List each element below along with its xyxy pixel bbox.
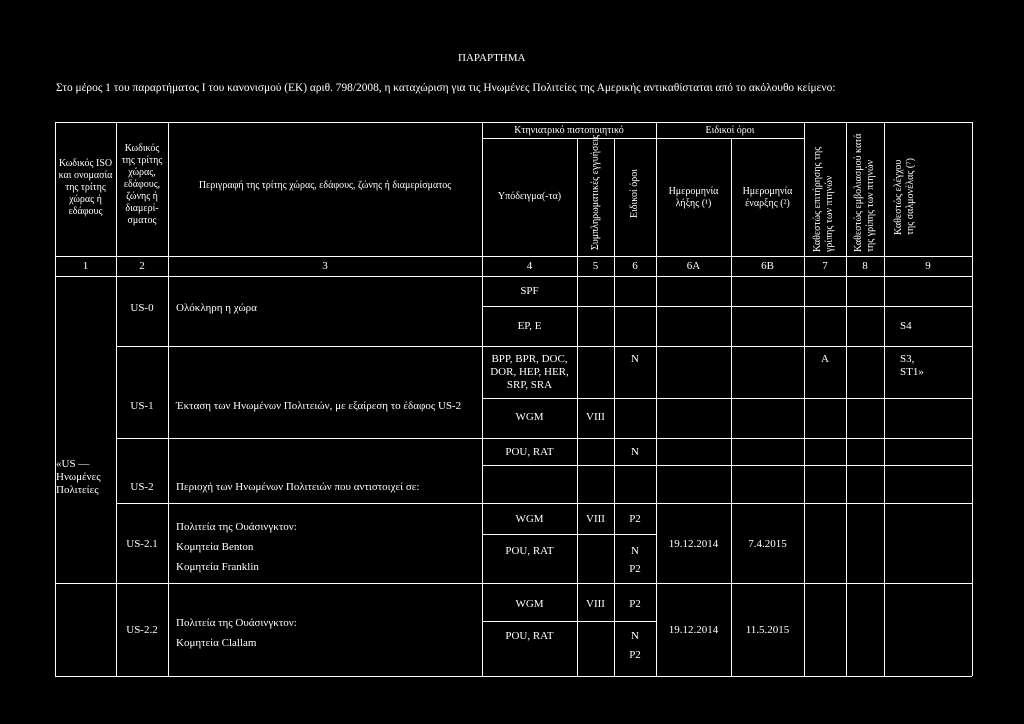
- header-specific-conditions: Ειδικοί όροι: [705, 125, 755, 136]
- guarantee-cell: VIII: [586, 411, 605, 423]
- salmonella-cell: S4: [900, 320, 912, 332]
- region-code: US-2: [130, 481, 154, 493]
- special-condition-cell: N: [631, 630, 639, 642]
- col-number: 5: [592, 260, 599, 272]
- guarantee-cell: VIII: [586, 513, 605, 525]
- model-cell: SPF: [520, 285, 539, 297]
- special-condition-cell: P2: [629, 649, 641, 661]
- region-description: Ολόκληρη η χώρα: [176, 302, 257, 314]
- col-number: 6B: [761, 260, 774, 272]
- special-condition-cell: P2: [629, 513, 641, 525]
- header-open-date: Ημερομηνία έναρξης (²): [742, 186, 793, 209]
- header-ai-surveillance: Καθεστώς επιτήρησης της γρίπης των πτηνών: [812, 146, 835, 252]
- special-condition-cell: N: [631, 353, 639, 365]
- col-number: 1: [82, 260, 89, 272]
- region-description: Πολιτεία της Ουάσινγκτον: Κομητεία Benton Κομητεία Franklin: [176, 521, 297, 573]
- country-name: «US — Ηνωμένες Πολιτείες: [56, 458, 101, 496]
- close-date-cell: 19.12.2014: [668, 538, 719, 550]
- salmonella-cell: S3, ST1»: [900, 353, 924, 378]
- col-number: 8: [862, 260, 868, 272]
- open-date-cell: 11.5.2015: [745, 624, 790, 636]
- model-cell: WGM: [515, 411, 544, 423]
- col-number: 2: [139, 260, 145, 272]
- model-cell: EP, E: [517, 320, 542, 332]
- header-iso: Κωδικός ISO και ονομασία της τρίτης χώρας ή εδάφους: [58, 158, 113, 217]
- col-number: 6: [632, 260, 638, 272]
- region-code: US-0: [130, 302, 154, 314]
- region-code: US-2.2: [126, 624, 158, 636]
- col-number: 6A: [686, 260, 701, 272]
- model-cell: WGM: [515, 598, 544, 610]
- special-condition-cell: N: [631, 446, 639, 458]
- model-cell: POU, RAT: [505, 446, 554, 458]
- header-vet-certificate: Κτηνιατρικό πιστοποιητικό: [514, 125, 624, 136]
- region-description: Περιοχή των Ηνωμένων Πολιτειών που αντιστοιχεί σε:: [176, 481, 420, 493]
- model-cell: POU, RAT: [505, 545, 554, 557]
- header-special-conditions: Ειδικοί όροι: [629, 169, 640, 218]
- header-models: Υπόδειγμα(-τα): [497, 191, 562, 202]
- ai-status-cell: A: [821, 353, 829, 365]
- col-number: 3: [322, 260, 328, 272]
- guarantee-cell: VIII: [586, 598, 605, 610]
- header-guarantees: Συμπληρωματικές εγγυήσεις: [590, 134, 601, 250]
- model-cell: POU, RAT: [505, 630, 554, 642]
- region-code: US-2.1: [126, 538, 158, 550]
- special-condition-cell: P2: [629, 598, 641, 610]
- region-description: Έκταση των Ηνωμένων Πολιτειών, με εξαίρεση το έδαφος US-2: [176, 400, 462, 412]
- page-heading: ΠΑΡΑΡΤΗΜΑ: [458, 52, 526, 64]
- special-condition-cell: P2: [629, 563, 641, 575]
- header-salmonella: Καθεστώς ελέγχου της σαλμονέλας (⁷): [893, 158, 916, 235]
- header-description: Περιγραφή της τρίτης χώρας, εδάφους, ζώνης ή διαμερίσματος: [198, 180, 452, 191]
- header-ai-vaccination: Καθεστώς εμβολιασμού κατά της γρίπης των πτηνών: [853, 133, 876, 252]
- special-condition-cell: N: [631, 545, 639, 557]
- open-date-cell: 7.4.2015: [748, 538, 787, 550]
- close-date-cell: 19.12.2014: [668, 624, 719, 636]
- header-close-date: Ημερομηνία λήξης (¹): [668, 186, 719, 209]
- model-cell: BPP, BPR, DOC, DOR, HEP, HER, SRP, SRA: [490, 353, 569, 391]
- intro-text: Στο μέρος 1 του παραρτήματος I του κανονισμού (ΕΚ) αριθ. 798/2008, η καταχώριση για τις Ηνωμένες Πολιτείες της Αμερικής αντικαθίσταται από το ακόλουθο κείμενο:: [56, 82, 836, 94]
- header-code: Κωδικός της τρίτης χώρας, εδάφους, ζώνης ή διαμερί- σματος: [121, 143, 163, 226]
- region-description: Πολιτεία της Ουάσινγκτον: Κομητεία Clallam: [176, 617, 297, 649]
- col-number: 4: [526, 260, 533, 272]
- col-number: 9: [925, 260, 931, 272]
- model-cell: WGM: [515, 513, 544, 525]
- region-code: US-1: [130, 400, 154, 412]
- col-number: 7: [822, 260, 828, 272]
